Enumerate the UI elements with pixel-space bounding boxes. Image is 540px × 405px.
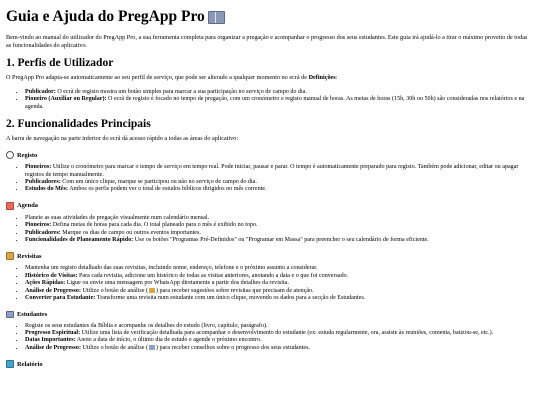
analysis-icon: [149, 288, 155, 293]
list-item: [25, 345, 534, 352]
item-text: Defina metas de horas para cada dia. O total planeado para o mês é exibido no topo.: [51, 222, 258, 229]
section-registo: [6, 151, 534, 159]
list-item: [25, 295, 534, 302]
open-book-icon: [208, 11, 225, 24]
list-item: [25, 222, 534, 229]
item-text-end: ) para receber sugestões sobre revisitas que precisam de atenção.: [155, 287, 314, 294]
calendar-icon: [6, 202, 14, 210]
item-term: Pioneiros:: [25, 164, 52, 171]
item-text: Utilize uma lista de verificação detalhada para acompanhar o desenvolvimento do estudante (ex: estuda regularmente, ora, assiste às reuniões, comenta, batizou-se, etc.).: [80, 329, 494, 336]
list-item: [25, 288, 534, 295]
list-item: [25, 96, 534, 111]
item-term: Análise de Progresso:: [25, 287, 81, 294]
page-title: [6, 8, 534, 26]
item-text: Registe os seus estudantes da Bíblia e acompanhe os detalhes do estudo (livro, capítulo, parágrafo).: [25, 322, 268, 329]
item-term: Publicadores:: [25, 229, 61, 236]
section-title: Revisitas: [17, 252, 42, 260]
profiles-intro: [6, 74, 534, 82]
section-title: Estudantes: [17, 310, 48, 318]
item-text: Transforme uma revisita num estudante com um único clique, movendo os dados para a secção de Estudantes.: [95, 295, 366, 302]
item-text: Ligue ou envie uma mensagem por WhatsApp diretamente a partir dos detalhes da revisita.: [65, 280, 289, 287]
item-term: Publicador:: [25, 89, 56, 95]
item-term: Estudos do Mês:: [25, 186, 69, 193]
item-text: Anote a data de início, o último dia de estudo e agende o próximo encontro.: [75, 337, 262, 344]
item-text: Com um único clique, marque se participou ou não no serviço de campo do dia.: [60, 179, 257, 186]
item-term: Análise de Progresso:: [25, 344, 81, 351]
item-text-end: ) para receber conselhos sobre o progresso dos seus estudantes.: [155, 344, 310, 351]
item-term: Publicadores:: [25, 179, 61, 186]
list-item: [25, 273, 534, 280]
profiles-intro-end: :: [335, 74, 338, 81]
features-heading: 2. Funcionalidades Principais: [6, 118, 151, 131]
item-term: Datas Importantes:: [25, 337, 76, 344]
profiles-intro-text: O PregApp Pro adapta-se automaticamente ao seu perfil de serviço, que pode ser alterado a qualquer momento no ecrã de: [6, 74, 309, 81]
section-title: Relatório: [17, 360, 43, 368]
list-item: [25, 337, 534, 344]
estudantes-list: [6, 323, 534, 353]
item-text: Mantenha um registo detalhado das suas revisitas, incluindo nome, endereço, telefone e o próximo assunto a considerar.: [25, 265, 318, 272]
item-term: Ações Rápidas:: [25, 280, 66, 287]
intro-paragraph: Bem-vindo ao manual do utilizador do PregApp Pro, a sua ferramenta completa para organizar a pregação e acompanhar o progresso dos seus estudantes. Este guia irá ajudá-lo a tirar o máximo proveito de todas as funcionalidades do aplicativo.: [6, 34, 528, 49]
item-text: Use os botões "Programas Pré-Definidos" ou "Programar em Massa" para preencher o seu calendário de forma eficiente.: [133, 237, 429, 244]
item-term: Progresso Espiritual:: [25, 329, 81, 336]
item-text: Para cada revisita, adicione um histórico de todas as visitas anteriores, anotando a data e o que foi conversado.: [77, 272, 349, 279]
profiles-heading: 1. Perfis de Utilizador: [6, 57, 114, 69]
item-term: Converter para Estudante:: [25, 295, 96, 302]
clock-icon: [6, 151, 14, 159]
page-title-text: Guia e Ajuda do PregApp Pro: [6, 8, 205, 25]
list-item: [25, 280, 534, 287]
item-text: Utilize o botão de análise (: [80, 344, 148, 351]
chart-icon: [6, 360, 14, 368]
registo-list: [6, 164, 534, 194]
features-intro: A barra de navegação na parte inferior do ecrã dá acesso rápido a todas as áreas do aplicativo:: [6, 135, 239, 143]
section-relatorio: [6, 360, 534, 368]
list-item: [25, 330, 534, 337]
item-text: O ecrã de registo é focado no tempo de pregação, com um cronómetro e registo manual de horas. As metas de horas (15h, 30h ou 50h) são consideradas nos relatórios e na agenda.: [25, 96, 525, 110]
section-estudantes: [6, 311, 534, 318]
section-title: Agenda: [17, 202, 38, 210]
item-term: Funcionalidades de Planeamento Rápido:: [25, 237, 134, 244]
analysis-icon: [149, 345, 155, 350]
list-item: [25, 164, 534, 179]
list-item: [25, 237, 534, 244]
profiles-list: [6, 89, 534, 111]
item-text: Ambos os perfis podem ver o total de estudos bíblicos dirigidos no mês corrente.: [68, 186, 267, 193]
item-term: Histórico de Visitas:: [25, 272, 78, 279]
item-term: Pioneiros:: [25, 222, 52, 229]
item-term: Pioneiro (Auxiliar ou Regular):: [25, 96, 107, 103]
item-text: Utilize o cronómetro para marcar o tempo de serviço em tempo real. Pode iniciar, pausar e parar. O tempo é automaticamente preparado para registo. Também pode adicionar, editar ou apagar registos de tempo manualmente.: [25, 164, 519, 178]
list-item: [25, 186, 534, 193]
list-item: [25, 265, 534, 272]
book-icon: [6, 311, 14, 318]
section-title: Registo: [17, 151, 38, 159]
magazine-icon: [6, 252, 14, 260]
list-item: [25, 323, 534, 330]
item-text: Utilize o botão de análise (: [80, 287, 148, 294]
agenda-list: [6, 215, 534, 245]
item-text: O ecrã de registo mostra um botão simples para marcar a sua participação no serviço de campo do dia.: [55, 89, 307, 95]
list-item: [25, 230, 534, 237]
settings-link-text: Definições: [308, 74, 336, 81]
section-revisitas: [6, 252, 534, 260]
section-agenda: [6, 202, 534, 210]
item-text: Planeie as suas atividades de pregação visualmente num calendário mensal.: [25, 214, 210, 221]
revisitas-list: [6, 265, 534, 302]
item-text: Marque os dias de campo ou outros eventos importantes.: [60, 229, 201, 236]
